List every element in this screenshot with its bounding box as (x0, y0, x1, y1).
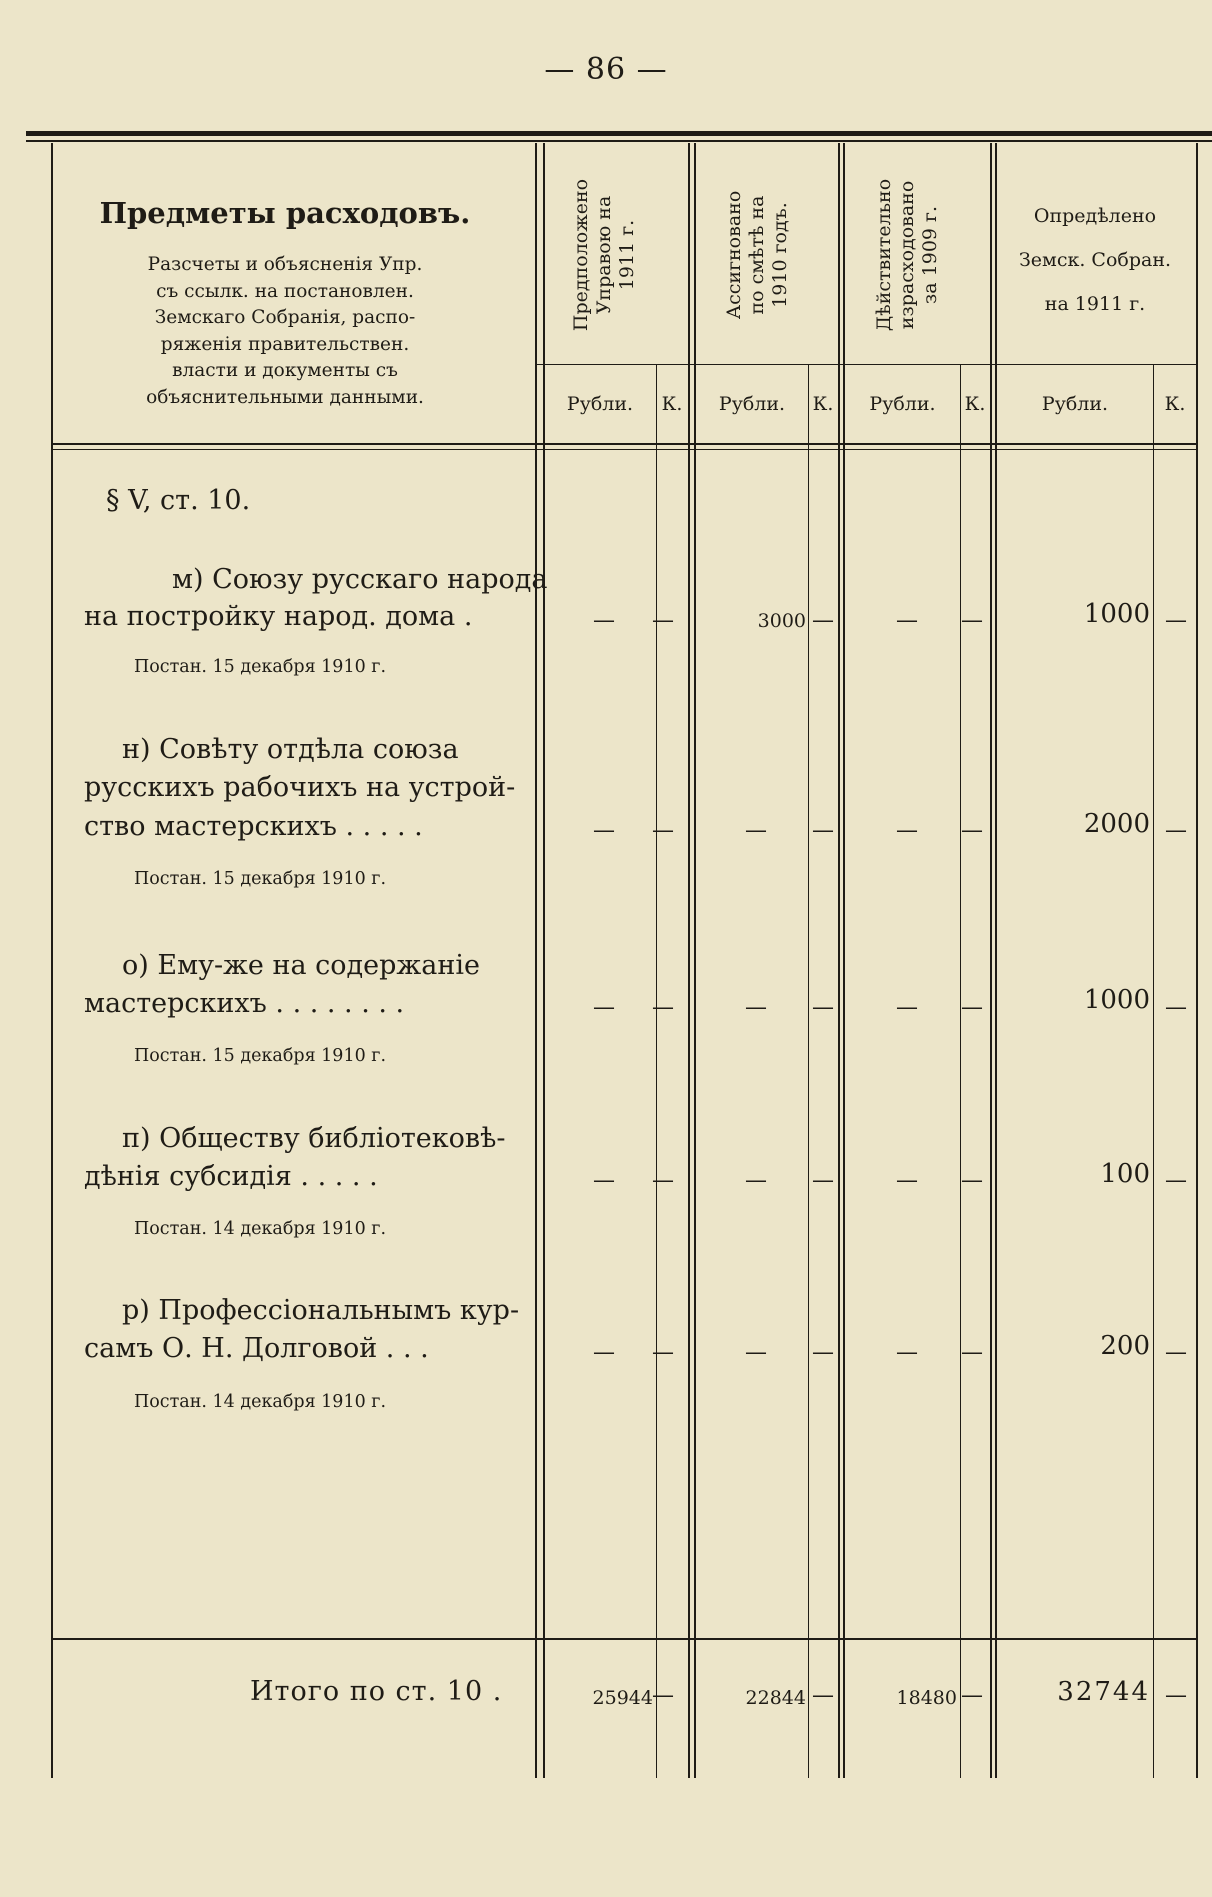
item-n-c1k: — (652, 818, 674, 843)
col3-header: Дѣйствительно израсходовано за 1909 г. (873, 178, 941, 332)
header-title: Предметы расходовъ. (99, 196, 471, 230)
item-r-c4: 200 (1100, 1331, 1150, 1361)
col-line-left (51, 143, 53, 1778)
item-n-line-3: ство мастерскихъ . . . . . (84, 811, 423, 842)
item-r-c2k: — (812, 1340, 834, 1365)
total-c1: 25944 (592, 1687, 653, 1709)
item-p-c4: 100 (1100, 1159, 1150, 1189)
item-p-c1: — (593, 1168, 615, 1193)
col-line-4b (995, 143, 997, 1778)
col1-header: Предположено Управою на 1911 г. (570, 178, 638, 332)
item-m-c2k: — (812, 608, 834, 633)
item-m-c1: — (593, 608, 615, 633)
section-heading: § V, ст. 10. (106, 485, 251, 516)
item-m-line-2: на постройку народ. дома . (84, 601, 473, 632)
item-m-c2: 3000 (757, 610, 806, 632)
unit-k-4: К. (1164, 393, 1186, 415)
item-r-c3: — (896, 1340, 918, 1365)
item-n-line-1: н) Совѣту отдѣла союза (122, 734, 459, 765)
unit-rub-4: Рубли. (1041, 393, 1109, 415)
item-p-c1k: — (652, 1168, 674, 1193)
col-line-2k (808, 365, 809, 1778)
col-line-4k (1153, 365, 1154, 1778)
total-c3: 18480 (896, 1687, 957, 1709)
item-o-c4k: — (1165, 995, 1187, 1020)
total-c3k: — (961, 1683, 983, 1708)
item-n-c1: — (593, 818, 615, 843)
item-n-c4: 2000 (1083, 809, 1150, 839)
item-r-c2: — (745, 1340, 767, 1365)
total-c1k: — (652, 1683, 674, 1708)
item-p-c3: — (896, 1168, 918, 1193)
item-m-c1k: — (652, 608, 674, 633)
item-n-c2k: — (812, 818, 834, 843)
page-number: — 86 — (544, 52, 668, 87)
item-o-c2k: — (812, 995, 834, 1020)
col-line-3k (960, 365, 961, 1778)
item-o-line-2: мастерскихъ . . . . . . . . (84, 988, 405, 1019)
item-o-c2: — (745, 995, 767, 1020)
item-o-c3: — (896, 995, 918, 1020)
item-o-c1: — (593, 995, 615, 1020)
total-c2: 22844 (745, 1687, 806, 1709)
item-p-c3k: — (961, 1168, 983, 1193)
col-line-right (1196, 143, 1198, 1778)
item-o-c1k: — (652, 995, 674, 1020)
top-rule (26, 131, 1212, 136)
item-n-c3k: — (961, 818, 983, 843)
unit-rub-3: Рубли. (869, 393, 936, 415)
item-r-citation: Постан. 14 декабря 1910 г. (134, 1392, 387, 1412)
total-c2k: — (812, 1683, 834, 1708)
header-description: Разсчеты и объясненія Упр. съ ссылк. на постановлен. Земскаго Собранія, распо- ряженія правительствен. власти и документы съ объяснительными данными. (146, 254, 424, 408)
item-m-c3: — (896, 608, 918, 633)
col4-header: Опредѣлено Земск. Собран. на 1911 г. (1018, 205, 1172, 315)
col-line-2b (694, 143, 696, 1778)
unit-row-rule (535, 364, 1196, 365)
item-r-c1: — (593, 1340, 615, 1365)
item-o-c4: 1000 (1083, 985, 1150, 1015)
item-p-line-1: п) Обществу библіотековѣ- (122, 1123, 506, 1154)
col2-header: Ассигновано по смѣтѣ на 1910 годъ. (723, 190, 791, 320)
col-line-4 (990, 143, 992, 1778)
col-line-1k (656, 365, 657, 1778)
unit-k-1: К. (661, 393, 683, 415)
col-line-1 (535, 143, 537, 1778)
item-r-c4k: — (1165, 1340, 1187, 1365)
item-p-citation: Постан. 14 декабря 1910 г. (134, 1219, 387, 1239)
unit-rub-1: Рубли. (566, 393, 634, 415)
item-r-line-2: самъ О. Н. Долговой . . . (84, 1333, 429, 1364)
item-n-citation: Постан. 15 декабря 1910 г. (134, 869, 387, 889)
item-n-c4k: — (1165, 818, 1187, 843)
item-r-line-1: р) Професcіональнымъ кур- (122, 1295, 520, 1326)
item-p-c2k: — (812, 1168, 834, 1193)
header-bottom-rule-thin (51, 449, 1196, 450)
total-c4: 32744 (1057, 1677, 1150, 1707)
item-o-line-1: о) Ему-же на содержаніе (122, 950, 480, 981)
unit-rub-2: Рубли. (718, 393, 786, 415)
header-bottom-rule (51, 443, 1196, 445)
item-o-c3k: — (961, 995, 983, 1020)
col-line-2 (688, 143, 690, 1778)
item-m-line-1: м) Союзу русскаго народа (172, 564, 548, 595)
item-p-c4k: — (1165, 1168, 1187, 1193)
unit-k-3: К. (964, 393, 986, 415)
item-m-c4k: — (1165, 608, 1187, 633)
total-c4k: — (1165, 1683, 1187, 1708)
item-m-citation: Постан. 15 декабря 1910 г. (134, 657, 387, 677)
item-p-c2: — (745, 1168, 767, 1193)
total-label: Итого по ст. 10 . (250, 1676, 503, 1707)
col-line-3 (838, 143, 840, 1778)
col-line-3b (843, 143, 845, 1778)
item-o-citation: Постан. 15 декабря 1910 г. (134, 1046, 387, 1066)
item-n-c3: — (896, 818, 918, 843)
top-rule-thin (26, 140, 1212, 142)
col-line-1b (543, 143, 545, 1778)
item-m-c4: 1000 (1083, 599, 1150, 629)
unit-k-2: К. (812, 393, 834, 415)
total-top-rule (51, 1638, 1196, 1640)
item-n-line-2: русскихъ рабочихъ на устрой- (84, 772, 516, 803)
item-n-c2: — (745, 818, 767, 843)
item-r-c3k: — (961, 1340, 983, 1365)
item-m-c3k: — (961, 608, 983, 633)
item-p-line-2: дѣнія субсидія . . . . . (84, 1161, 378, 1192)
item-r-c1k: — (652, 1340, 674, 1365)
